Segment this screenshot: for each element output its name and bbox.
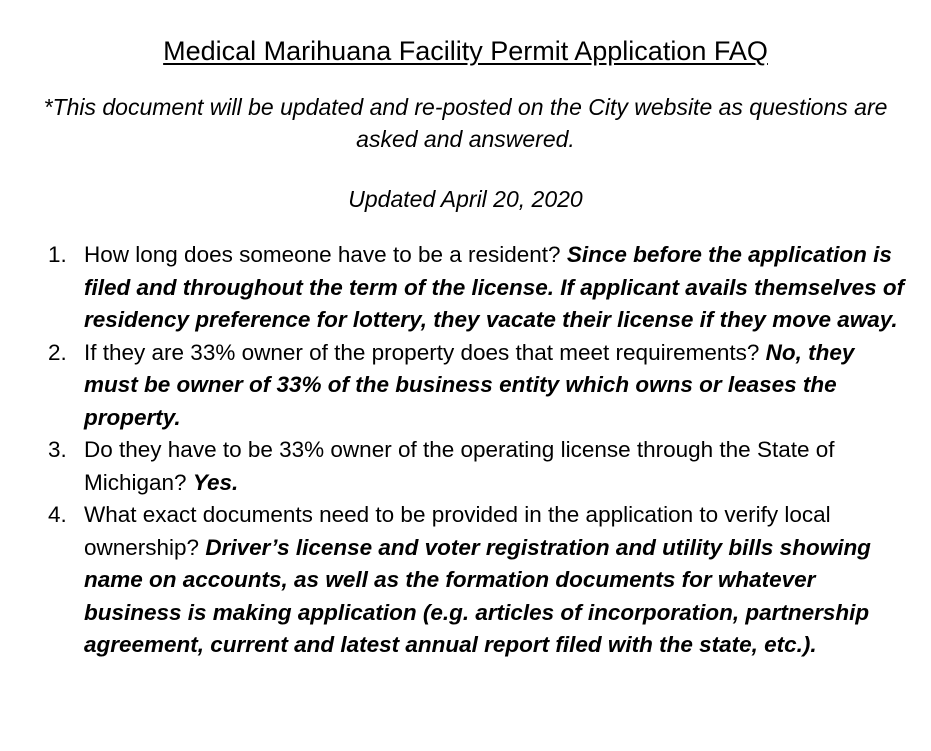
faq-question: What exact documents need to be provided in the application to verify local ownership? [84, 502, 831, 560]
faq-answer: No, they must be owner of 33% of the business entity which owns or leases the property. [84, 339, 855, 430]
faq-answer: Yes. [192, 469, 239, 495]
faq-item-1 [48, 239, 911, 337]
faq-item-2 [48, 337, 911, 435]
faq-number: 3. [48, 437, 67, 462]
updated-date: Updated April 20, 2020 [348, 186, 583, 212]
faq-question: How long does someone have to be a resident? [84, 242, 561, 267]
faq-answer: Since before the application is filed and throughout the term of the license. If applicant avails themselves of residency preference for lottery, they vacate their license if they move away. [84, 242, 905, 332]
faq-number: 1. [48, 242, 67, 267]
faq-question: Do they have to be 33% owner of the operating license through the State of Michigan? [84, 437, 835, 495]
faq-item-4 [48, 499, 911, 662]
document-title: Medical Marihuana Facility Permit Application FAQ [163, 36, 768, 66]
update-note: *This document will be updated and re-posted on the City website as questions are asked and answered. [43, 94, 888, 152]
faq-answer: Driver’s license and voter registration and utility bills showing name on accounts, as well as the formation documents for whatever business is making application (e.g. articles of incorporation, partnership agreement, current and latest annual report filed with the state, etc.). [84, 534, 871, 657]
faq-number: 2. [48, 339, 67, 365]
faq-number: 4. [48, 502, 67, 527]
faq-item-3 [48, 434, 911, 499]
faq-question: If they are 33% owner of the property does that meet requirements? [84, 339, 760, 365]
faq-list [0, 239, 931, 662]
